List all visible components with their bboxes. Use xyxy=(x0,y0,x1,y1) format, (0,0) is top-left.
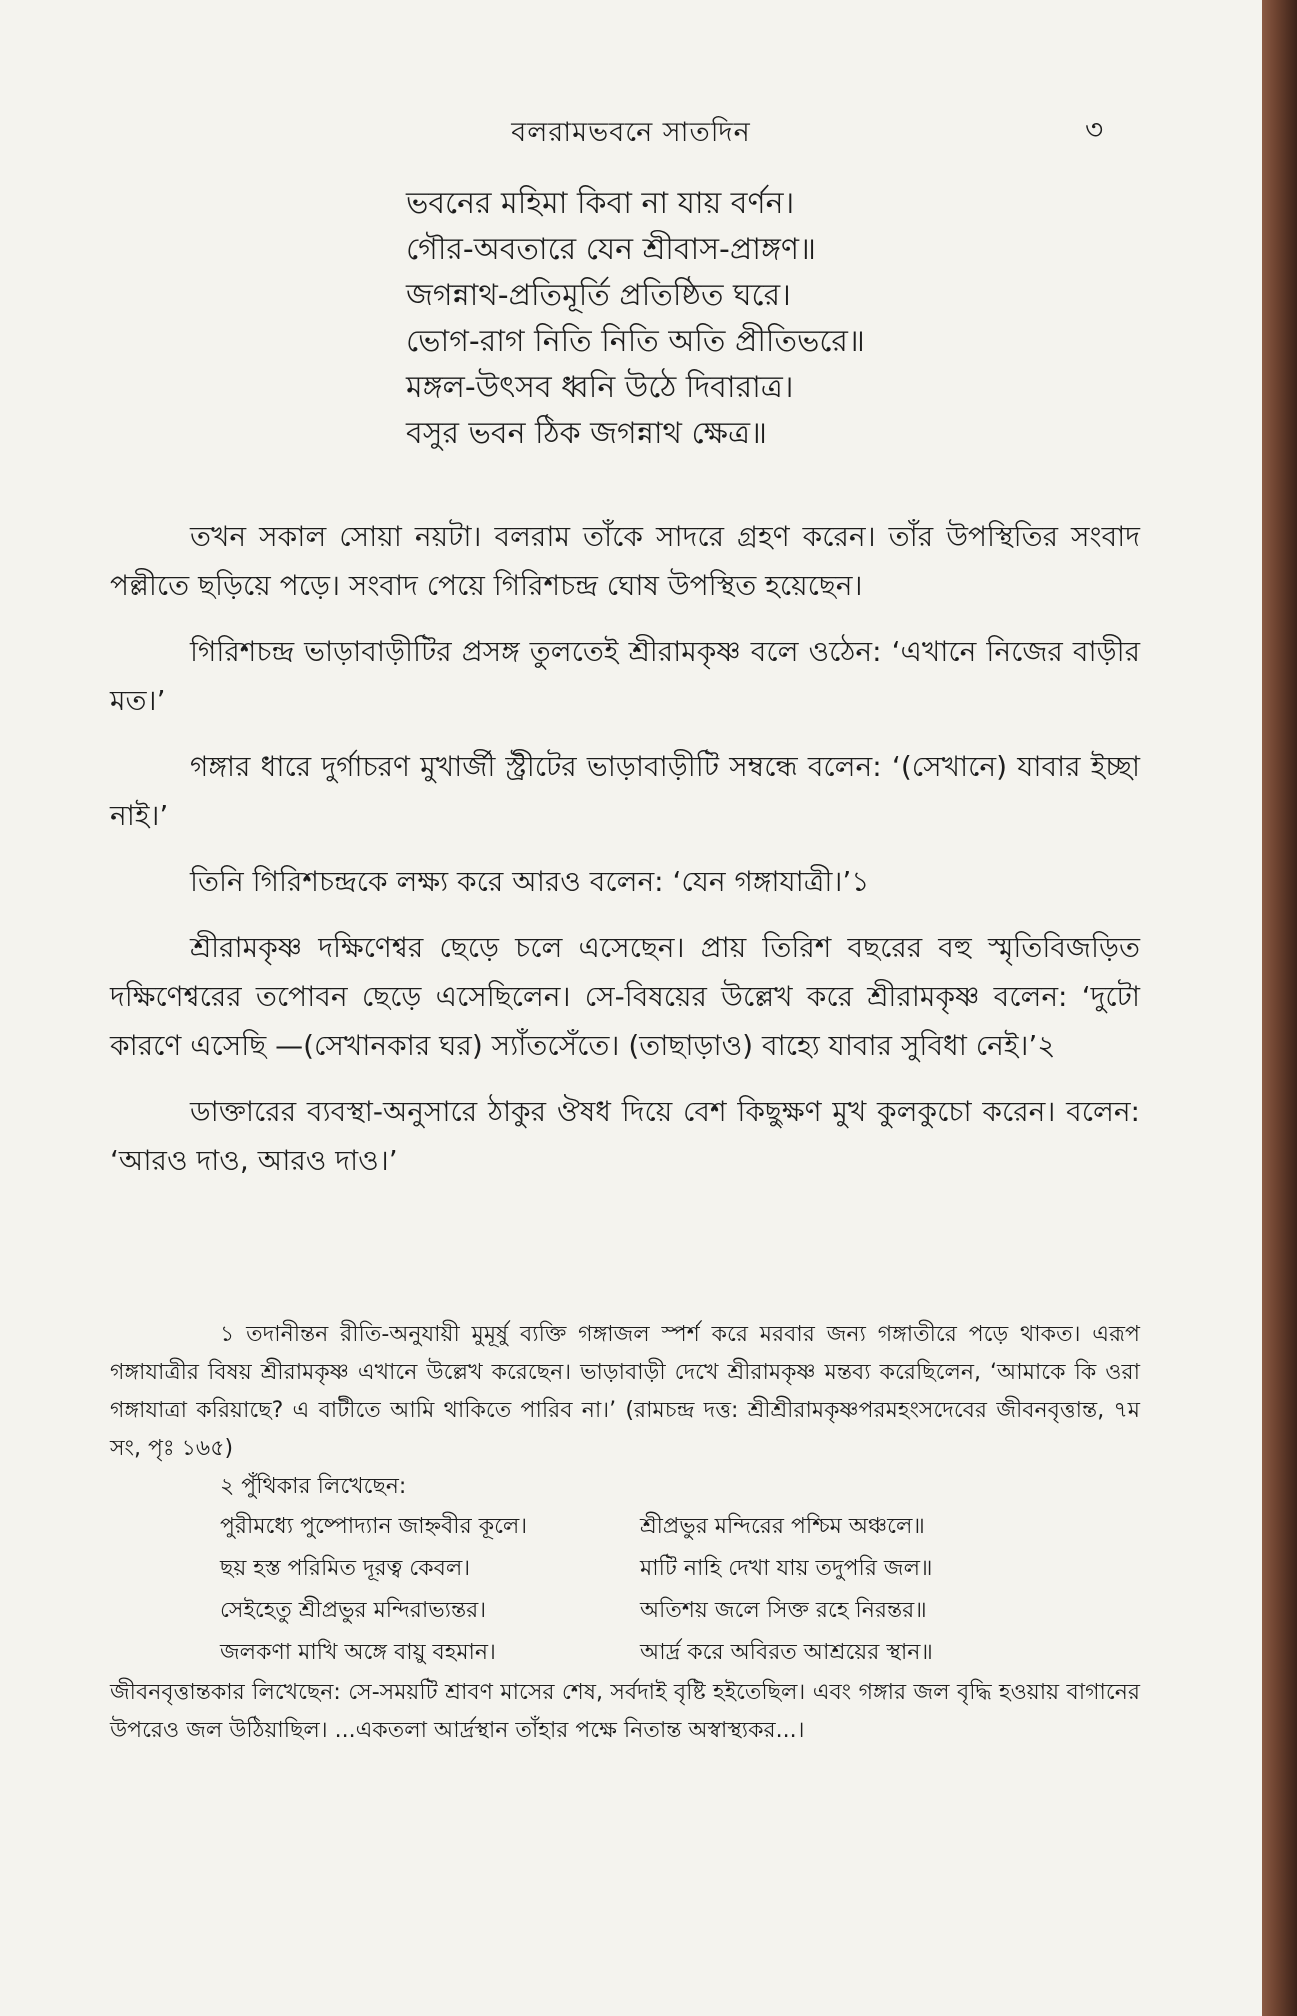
paragraph: শ্রীরামকৃষ্ণ দক্ষিণেশ্বর ছেড়ে চলে এসেছেন। প্রায় তিরিশ বছরের বহু স্মৃতিবিজড়িত দক্ষিণেশ্বরের তপোবন ছেড়ে এসেছিলেন। সে-বিষয়ের উল্লেখ করে শ্রীরামকৃষ্ণ বলেন: ‘দুটো কারণে এসেছি —(সেখানকার ঘর) স্যাঁতসেঁতে। (তাছাড়াও) বাহ্যে যাবার সুবিধা নেই।’২ xyxy=(110,931,1140,1062)
couplet-right: মাটি নাহি দেখা যায় তদুপরি জল॥ xyxy=(640,1556,933,1581)
running-header: বলরামভবনে সাতদিন xyxy=(511,117,751,148)
footnotes xyxy=(110,1316,1140,1750)
couplet-row xyxy=(220,1590,1140,1632)
verse-line: বসুর ভবন ঠিক জগন্নাথ ক্ষেত্র॥ xyxy=(406,416,767,451)
verse-line: জগন্নাথ-প্রতিমূর্তি প্রতিষ্ঠিত ঘরে। xyxy=(406,278,791,313)
page-number: ৩ xyxy=(1085,113,1104,146)
couplet-right: শ্রীপ্রভুর মন্দিরের পশ্চিম অঞ্চলে॥ xyxy=(640,1514,925,1539)
book-spine xyxy=(1262,0,1297,2016)
couplet-right: অতিশয় জলে সিক্ত রহে নিরন্তর॥ xyxy=(640,1598,927,1623)
paragraph: গঙ্গার ধারে দুর্গাচরণ মুখার্জী স্ট্রীটের ভাড়াবাড়ীটি সম্বন্ধে বলেন: ‘(সেখানে) যাবার ইচ্ছা নাই।’ xyxy=(110,750,1140,832)
paragraph: তখন সকাল সোয়া নয়টা। বলরাম তাঁকে সাদরে গ্রহণ করেন। তাঁর উপস্থিতির সংবাদ পল্লীতে ছড়িয়ে পড়ে। সংবাদ পেয়ে গিরিশচন্দ্র ঘোষ উপস্থিত হয়েছেন। xyxy=(110,520,1140,602)
paragraph: গিরিশচন্দ্র ভাড়াবাড়ীটির প্রসঙ্গ তুলতেই শ্রীরামকৃষ্ণ বলে ওঠেন: ‘এখানে নিজের বাড়ীর মত।’ xyxy=(110,635,1140,717)
couplet-left: ছয় হস্ত পরিমিত দূরত্ব কেবল। xyxy=(220,1556,471,1581)
verse-line: ভবনের মহিমা কিবা না যায় বর্ণন। xyxy=(406,186,795,221)
couplet-row xyxy=(220,1548,1140,1590)
couplet-row xyxy=(220,1632,1140,1674)
footnote-2-closing: জীবনবৃত্তান্তকার লিখেছেন: সে-সময়টি শ্রাবণ মাসের শেষ, সর্বদাই বৃষ্টি হইতেছিল। এবং গঙ্গার জল বৃদ্ধি হওয়ায় বাগানের উপরেও জল উঠিয়াছিল। ...একতলা আর্দ্রস্থান তাঁহার পক্ষে নিতান্ত অস্বাস্থ্যকর...। xyxy=(110,1680,1140,1743)
verse-line: মঙ্গল-উৎসব ধ্বনি উঠে দিবারাত্র। xyxy=(406,370,794,405)
couplet-left: সেইহেতু শ্রীপ্রভুর মন্দিরাভ্যন্তর। xyxy=(220,1598,487,1623)
paragraph: ডাক্তারের ব্যবস্থা-অনুসারে ঠাকুর ঔষধ দিয়ে বেশ কিছুক্ষণ মুখ কুলকুচো করেন। বলেন: ‘আরও দাও, আরও দাও।’ xyxy=(110,1095,1140,1177)
verse-line: গৌর-অবতারে যেন শ্রীবাস-প্রাঙ্গণ॥ xyxy=(406,232,816,267)
footnote-2-couplets xyxy=(220,1506,1140,1674)
paragraph: তিনি গিরিশচন্দ্রকে লক্ষ্য করে আরও বলেন: ‘যেন গঙ্গাযাত্রী।’১ xyxy=(190,865,870,898)
couplet-right: আর্দ্র করে অবিরত আশ্রয়ের স্থান॥ xyxy=(640,1640,933,1665)
couplet-row xyxy=(220,1506,1140,1548)
couplet-left: পুরীমধ্যে পুষ্পোদ্যান জাহ্নবীর কূলে। xyxy=(220,1514,528,1539)
couplet-left: জলকণা মাখি অঙ্গে বায়ু বহমান। xyxy=(220,1640,496,1665)
verse-block xyxy=(406,181,1106,457)
footnote-2-intro: ২ পুঁথিকার লিখেছেন: xyxy=(220,1474,407,1499)
body-text xyxy=(110,512,1140,1202)
verse-line: ভোগ-রাগ নিতি নিতি অতি প্রীতিভরে॥ xyxy=(406,324,865,359)
footnote-1: ১ তদানীন্তন রীতি-অনুযায়ী মুমূর্ষু ব্যক্তি গঙ্গাজল স্পর্শ করে মরবার জন্য গঙ্গাতীরে পড়ে থাকত। এরূপ গঙ্গাযাত্রীর বিষয় শ্রীরামকৃষ্ণ এখানে উল্লেখ করেছেন। ভাড়াবাড়ী দেখে শ্রীরামকৃষ্ণ মন্তব্য করেছিলেন, ‘আমাকে কি ওরা গঙ্গাযাত্রা করিয়াছে? এ বাটীতে আমি থাকিতে পারিব না।’ (রামচন্দ্র দত্ত: শ্রীশ্রীরামকৃষ্ণপরমহংসদেবের জীবনবৃত্তান্ত, ৭ম সং, পৃঃ ১৬৫) xyxy=(110,1322,1140,1461)
